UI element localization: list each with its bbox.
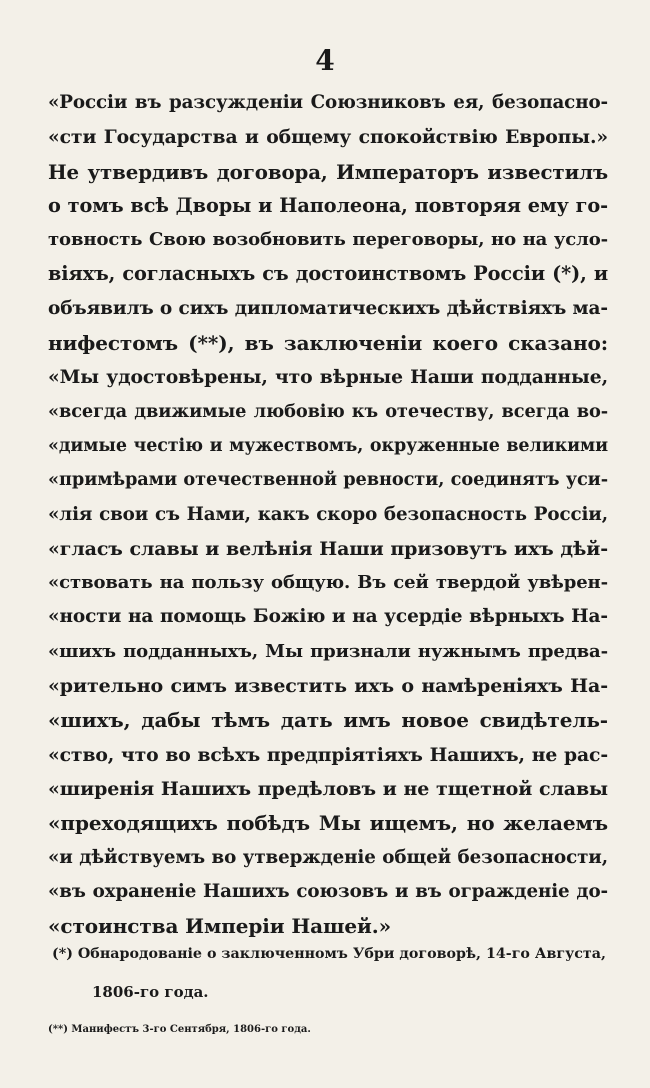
text-line: «стоинства Имперіи Нашей.» [48,914,392,939]
body-text [48,86,608,943]
text-line: нифестомъ (**), въ заключеніи коего сказано: [48,331,608,356]
text-line: «ширенія Нашихъ предѣловъ и не тщетной славы [48,777,608,800]
footnotes [48,944,608,1040]
text-line: «гласъ славы и велѣнія Наши призовутъ ихъ дѣй- [48,537,608,560]
text-line: віяхъ, согласныхъ съ достоинствомъ Россіи (*), и [48,262,608,286]
text-line: «ности на помощь Божію и на усердіе вѣрныхъ На- [48,606,608,628]
text-line: «примѣрами отечественной ревности, соединятъ уси- [48,469,608,491]
text-line: «шихъ, дабы тѣмъ дать имъ новое свидѣтель- [48,708,608,733]
text-line: «ствовать на пользу общую. Въ сей твердой увѣрен- [48,572,608,594]
text-line: Не утвердивъ договора, Императоръ известилъ [48,159,608,184]
text-line: о томъ всѣ Дворы и Наполеона, повторяя ему го- [48,193,608,217]
text-line: «сти Государства и общему спокойствію Европы.» [48,126,608,149]
text-line: «Мы удостовѣрены, что вѣрные Наши подданные, [48,366,608,389]
page-number: 4 [315,44,335,77]
text-line: «преходящихъ побѣдъ Мы ищемъ, но желаемъ [48,811,608,836]
text-line: объявилъ о сихъ дипломатическихъ дѣйствіяхъ ма- [48,297,608,319]
footnote-2: (**) Манифестъ 3-го Сентября, 1806-го года. [48,1024,311,1035]
text-line: «Россіи въ разсужденіи Союзниковъ ея, безопасно- [48,92,608,113]
text-line: товность Свою возобновить переговоры, но на усло- [48,229,608,251]
text-line: «димые честію и мужествомъ, окруженные великими [48,435,608,456]
text-line: «и дѣйствуемъ во утвержденіе общей безопасности, [48,846,608,868]
text-line: «ство, что во всѣхъ предпріятіяхъ Нашихъ, не рас- [48,743,608,766]
footnote-1-continuation: 1806-го года. [92,983,209,1001]
text-line: «въ охраненіе Нашихъ союзовъ и въ огражденіе до- [48,880,608,902]
text-line: «рительно симъ известить ихъ о намѣреніяхъ На- [48,675,608,698]
text-line: «лія свои съ Нами, какъ скоро безопасность Россіи, [48,503,608,525]
footnote-1: (*) Обнародованіе о заключенномъ Убри договорѣ, 14-го Августа, [52,946,606,962]
text-line: «шихъ подданныхъ, Мы признали нужнымъ предва- [48,640,608,662]
text-line: «всегда движимые любовію къ отечеству, всегда во- [48,400,608,422]
